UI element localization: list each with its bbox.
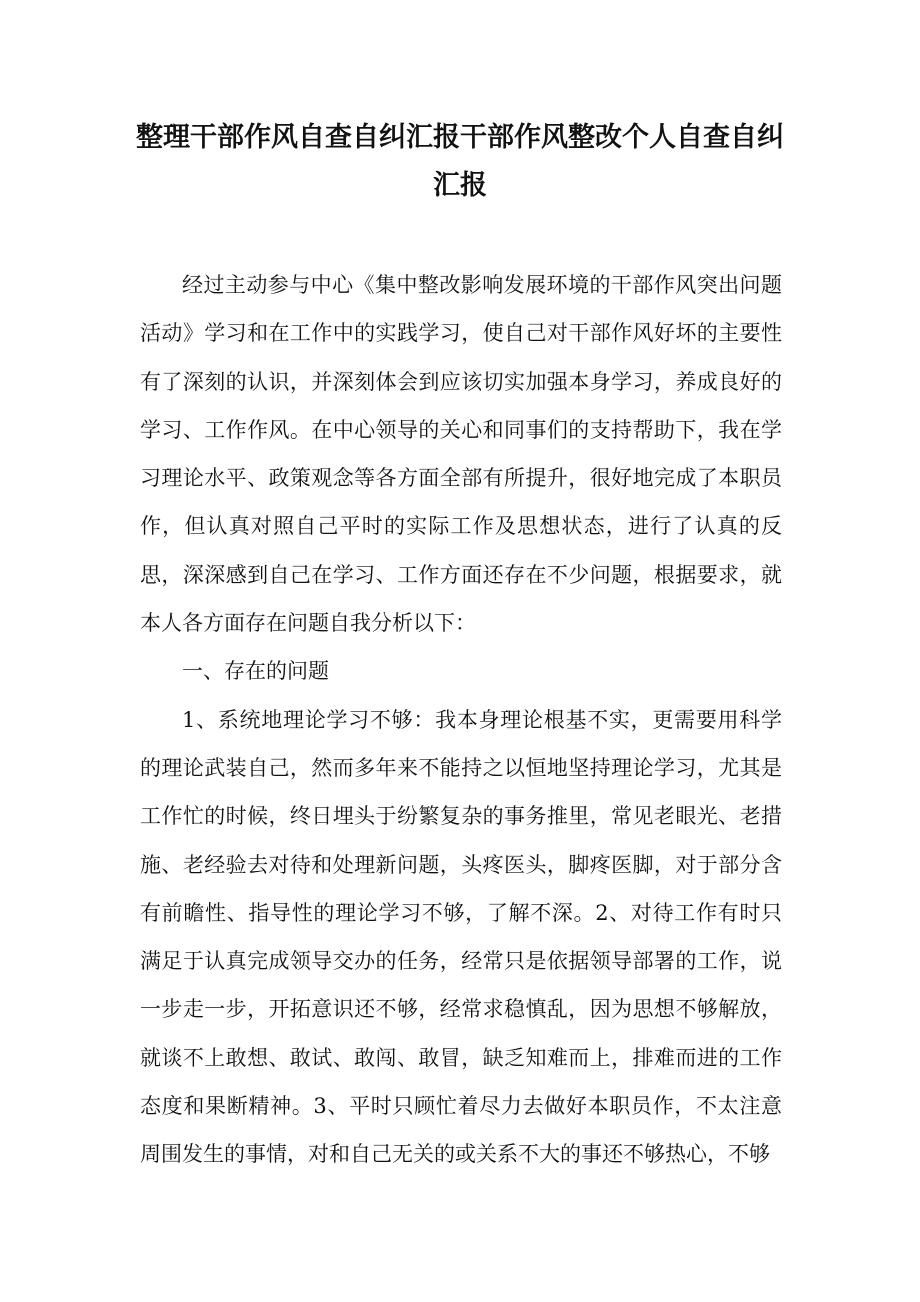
- document-title: 整理干部作风自查自纠汇报干部作风整改个人自查自纠汇报: [136, 122, 784, 201]
- document-body: [140, 261, 782, 1179]
- section-heading-problems: 一、存在的问题: [182, 659, 329, 684]
- intro-paragraph: 经过主动参与中心《集中整改影响发展环境的干部作风突出问题活动》学习和在工作中的实践学习，使自己对干部作风好坏的主要性有了深刻的认识，并深刻体会到应该切实加强本身学习，养成良好的学习、工作作风。在中心领导的关心和同事们的支持帮助下，我在学习理论水平、政策观念等各方面全部有所提升，很好地完成了本职员作，但认真对照自己平时的实际工作及思想状态，进行了认真的反思，深深感到自己在学习、工作方面还存在不少问题，根据要求，就本人各方面存在问题自我分析以下：: [140, 273, 782, 636]
- problems-paragraph: 1、系统地理论学习不够：我本身理论根基不实，更需要用科学的理论武装自己，然而多年来不能持之以恒地坚持理论学习，尤其是工作忙的时候，终日埋头于纷繁复杂的事务推里，常见老眼光、老措施、老经验去对待和处理新问题，头疼医头，脚疼医脚，对于部分含有前瞻性、指导性的理论学习不够，了解不深。2、对待工作有时只满足于认真完成领导交办的任务，经常只是依据领导部署的工作，说一步走一步，开拓意识还不够，经常求稳慎乱，因为思想不够解放，就谈不上敢想、敢试、敢闯、敢冒，缺乏知难而上，排难而进的工作态度和果断精神。3、平时只顾忙着尽力去做好本职员作，不太注意周围发生的事情，对和自己无关的或关系不大的事还不够热心，不够: [140, 707, 782, 1167]
